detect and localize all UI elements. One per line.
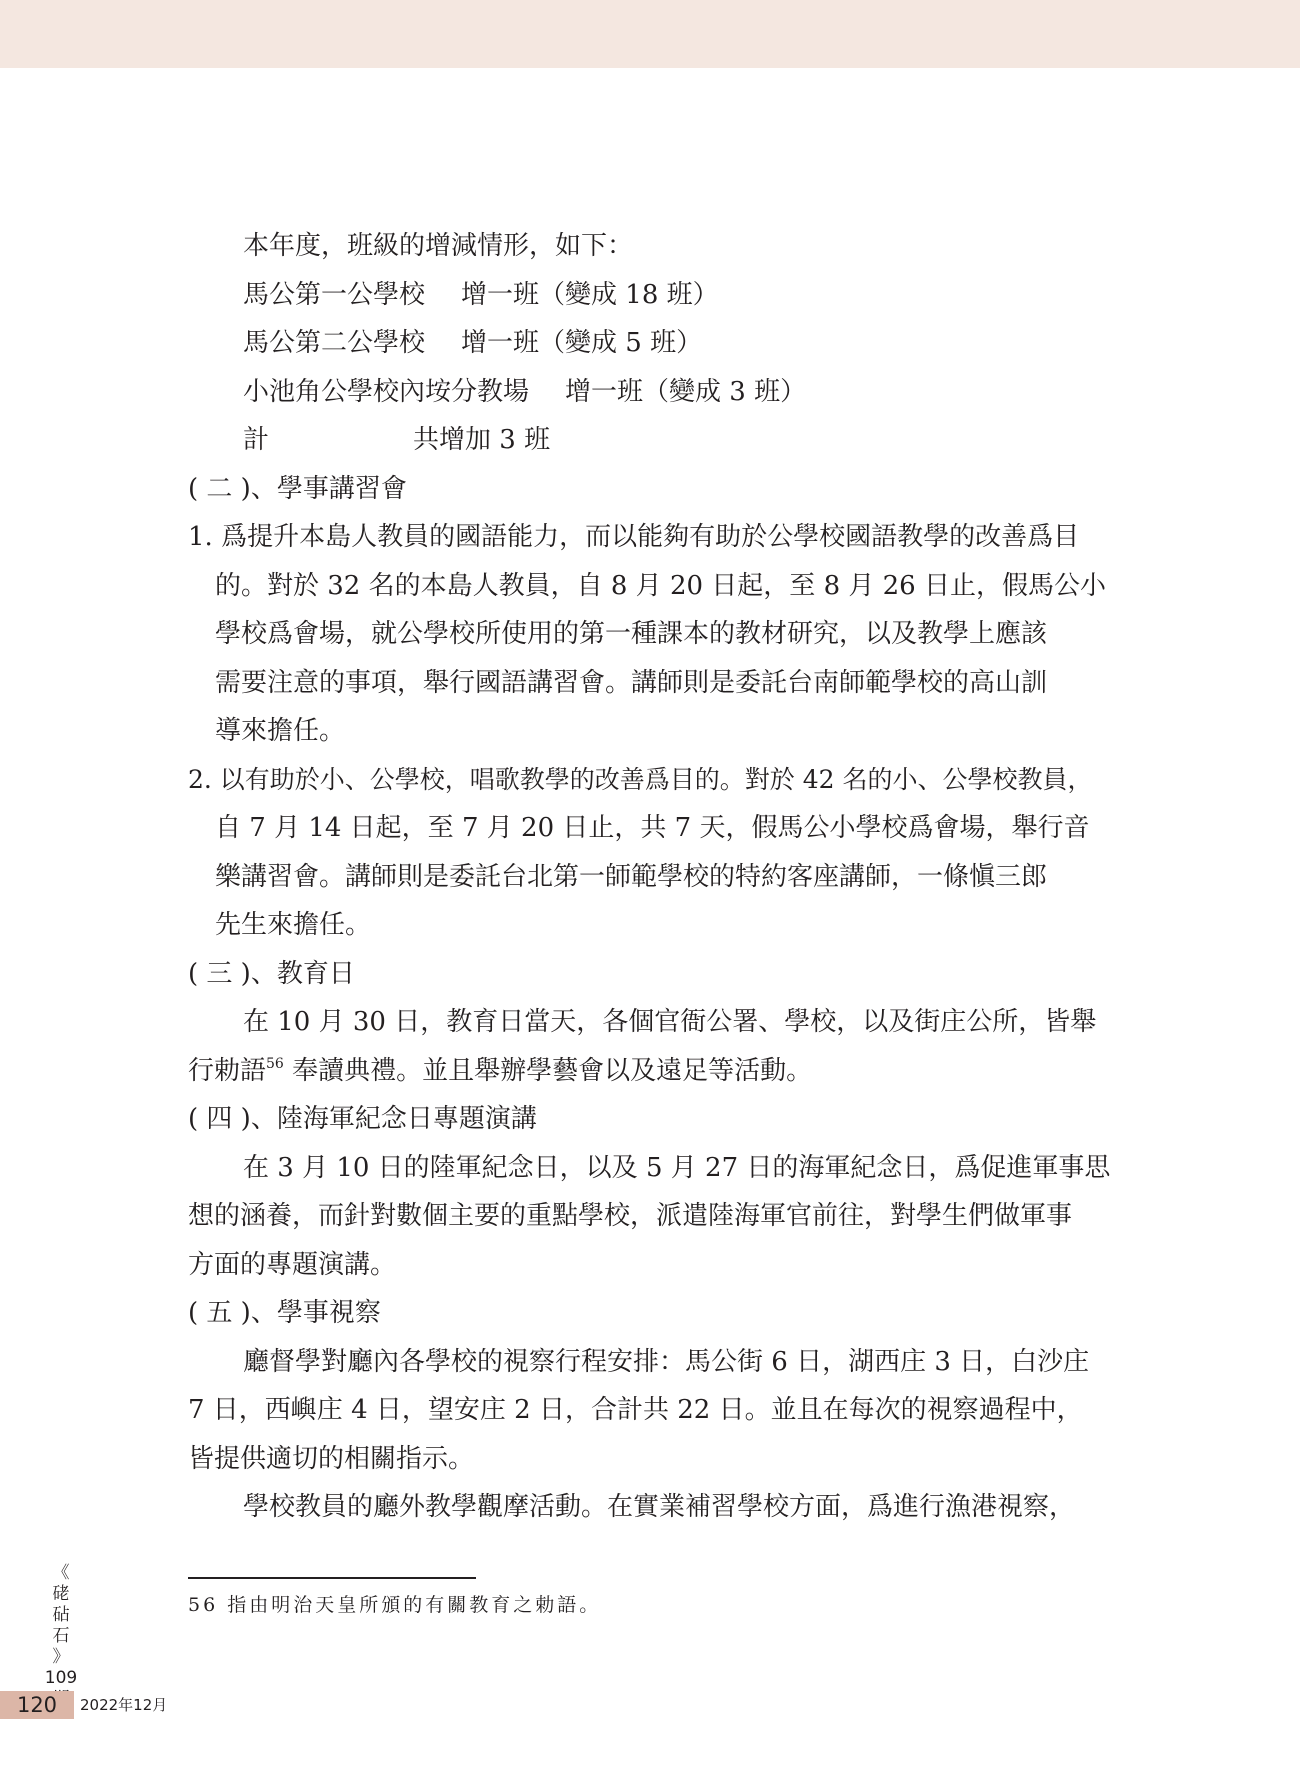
section-heading: ( 五 )、學事視察 xyxy=(188,1298,381,1328)
article-body xyxy=(188,222,1110,1532)
text-line: 在 10 月 30 日，教育日當天，各個官衙公署、學校，以及街庄公所，皆舉 xyxy=(243,1007,1097,1037)
header-band xyxy=(0,0,1300,68)
class-change-row xyxy=(188,319,1110,368)
journal-title-vertical xyxy=(44,1563,78,1710)
total-value: 共增加 3 班 xyxy=(413,425,551,455)
text-line: 需要注意的事項，舉行國語講習會。講師則是委託台南師範學校的高山訓 xyxy=(215,667,1048,698)
issue-number: 109 xyxy=(44,1668,78,1688)
text-line: 先生來擔任。 xyxy=(215,910,372,940)
text-line: 學校教員的廳外教學觀摩活動。在實業補習學校方面，爲進行漁港視察， xyxy=(243,1492,1076,1522)
school-name: 馬公第二公學校 xyxy=(243,328,426,358)
class-change-row xyxy=(188,271,1110,320)
footnote: 56 指由明治天皇所頒的有關教育之勅語。 xyxy=(188,1594,602,1616)
text-fragment: 行勅語 xyxy=(188,1055,267,1086)
text-line: 在 3 月 10 日的陸軍紀念日，以及 5 月 27 日的海軍紀念日，爲促進軍事思 xyxy=(243,1152,1111,1183)
school-name: 小池角公學校內垵分教場 xyxy=(243,376,530,407)
journal-char: 《 xyxy=(52,1563,70,1583)
journal-char: 砧 xyxy=(52,1605,70,1625)
section-heading: ( 三 )、教育日 xyxy=(188,958,355,989)
numbered-item-1 xyxy=(188,513,1110,756)
text-line: 1. 爲提升本島人教員的國語能力，而以能夠有助於公學校國語教學的改善爲目 xyxy=(188,522,1080,552)
journal-char: 》 xyxy=(52,1647,70,1667)
footnote-reference[interactable]: 56 xyxy=(266,1055,284,1072)
journal-char: 石 xyxy=(52,1626,70,1646)
text-line: 樂講習會。講師則是委託台北第一師範學校的特約客座講師，一條愼三郎 xyxy=(215,861,1048,892)
text-line xyxy=(188,1047,1110,1096)
page-number: 120 xyxy=(16,1693,58,1717)
numbered-item-2 xyxy=(188,756,1110,950)
text-line: 廳督學對廳內各學校的視察行程安排：馬公街 6 日，湖西庄 3 日，白沙庄 xyxy=(243,1346,1090,1377)
text-line: 學校爲會場，就公學校所使用的第一種課本的教材研究，以及教學上應該 xyxy=(215,619,1048,649)
text-line: 的。對於 32 名的本島人教員，自 8 月 20 日起，至 8 月 26 日止，假馬公小 xyxy=(215,570,1106,601)
class-change: 增一班（變成 5 班） xyxy=(461,328,703,358)
text-line: 自 7 月 14 日起，至 7 月 20 日止，共 7 天，假馬公小學校爲會場，舉行音 xyxy=(215,813,1090,843)
text-line: 2. 以有助於小、公學校，唱歌教學的改善爲目的。對於 42 名的小、公學校教員， xyxy=(188,764,1093,794)
text-line: 皆提供適切的相關指示。 xyxy=(188,1443,475,1474)
text-line: 方面的專題演講。 xyxy=(188,1249,397,1280)
class-total-row xyxy=(188,416,1110,465)
text-line: 想的涵養，而針對數個主要的重點學校，派遣陸海軍官前往，對學生們做軍事 xyxy=(188,1201,1073,1231)
text-line: 7 日，西嶼庄 4 日，望安庄 2 日，合計共 22 日。並且在每次的視察過程中， xyxy=(188,1395,1083,1425)
class-change: 增一班（變成 18 班） xyxy=(461,279,719,310)
footnote-divider xyxy=(188,1577,476,1579)
school-name: 馬公第一公學校 xyxy=(243,279,426,310)
total-label: 計 xyxy=(243,425,270,455)
section-heading: ( 二 )、學事講習會 xyxy=(188,473,407,504)
issue-date: 2022年12月 xyxy=(80,1696,168,1714)
text-line: 導來擔任。 xyxy=(215,716,346,746)
section-heading: ( 四 )、陸海軍紀念日專題演講 xyxy=(188,1104,537,1134)
journal-char: 硓 xyxy=(52,1584,70,1604)
class-change-row xyxy=(188,368,1110,417)
class-change: 增一班（變成 3 班） xyxy=(565,376,807,407)
intro-lead: 本年度，班級的增減情形，如下： xyxy=(243,231,634,261)
text-fragment: 奉讀典禮。並且舉辦學藝會以及遠足等活動。 xyxy=(283,1055,813,1086)
